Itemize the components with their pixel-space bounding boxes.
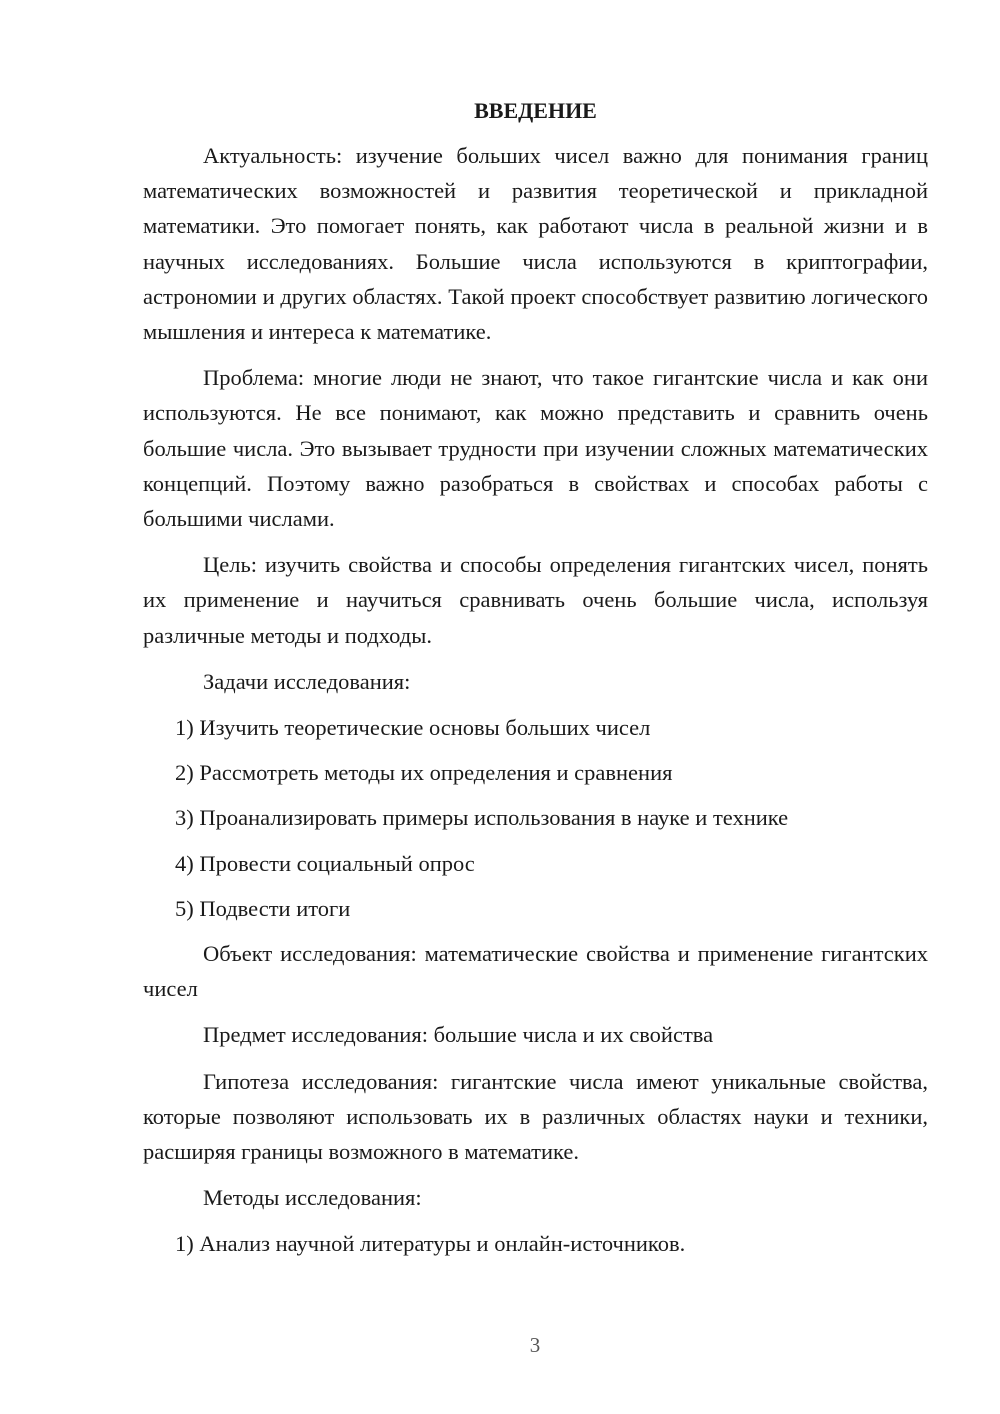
paragraph-hypothesis: Гипотеза исследования: гигантские числа имеют уникальные свойства, которые позволяют использовать их в различных областях науки и техники, расширяя границы возможного в математике.: [143, 1068, 928, 1165]
tasks-heading: Задачи исследования:: [203, 668, 411, 694]
paragraph-object: Объект исследования: математические свойства и применение гигантских чисел: [143, 941, 928, 1002]
page-number: 3: [529, 1333, 541, 1357]
tasks-list: [143, 710, 928, 926]
methods-heading: Методы исследования:: [203, 1185, 422, 1211]
paragraph-goal: Цель: изучить свойства и способы определения гигантских чисел, понять их применение и научиться сравнивать очень большие числа, используя различные методы и подходы.: [143, 552, 928, 648]
list-item: 3) Проанализировать примеры использования в науке и технике: [175, 805, 789, 831]
methods-list: [143, 1226, 928, 1261]
paragraph-problem: Проблема: многие люди не знают, что такое гигантские числа и как они используются. Не все понимают, как можно представить и сравнить очень большие числа. Это вызывает трудности при изучении сложных математических концепций. Поэтому важно разобраться в свойствах и способах работы с большими числами.: [143, 365, 928, 532]
list-item: 1) Изучить теоретические основы больших чисел: [175, 715, 651, 741]
list-item: 1) Анализ научной литературы и онлайн-источников.: [175, 1231, 686, 1257]
list-item: 4) Провести социальный опрос: [175, 850, 475, 876]
list-item: 2) Рассмотреть методы их определения и сравнения: [175, 760, 673, 786]
paragraph-subject: Предмет исследования: большие числа и их свойства: [203, 1022, 714, 1048]
page-content: [143, 96, 928, 1272]
section-title: ВВЕДЕНИЕ: [474, 98, 597, 123]
list-item: 5) Подвести итоги: [175, 895, 351, 921]
paragraph-relevance: Актуальность: изучение больших чисел важно для понимания границ математических возможностей и развития теоретической и прикладной математики. Это помогает понять, как работают числа в реальной жизни и в научных исследованиях. Большие числа используются в криптографии, астрономии и других областях. Такой проект способствует развитию логического мышления и интереса к математике.: [143, 143, 928, 345]
